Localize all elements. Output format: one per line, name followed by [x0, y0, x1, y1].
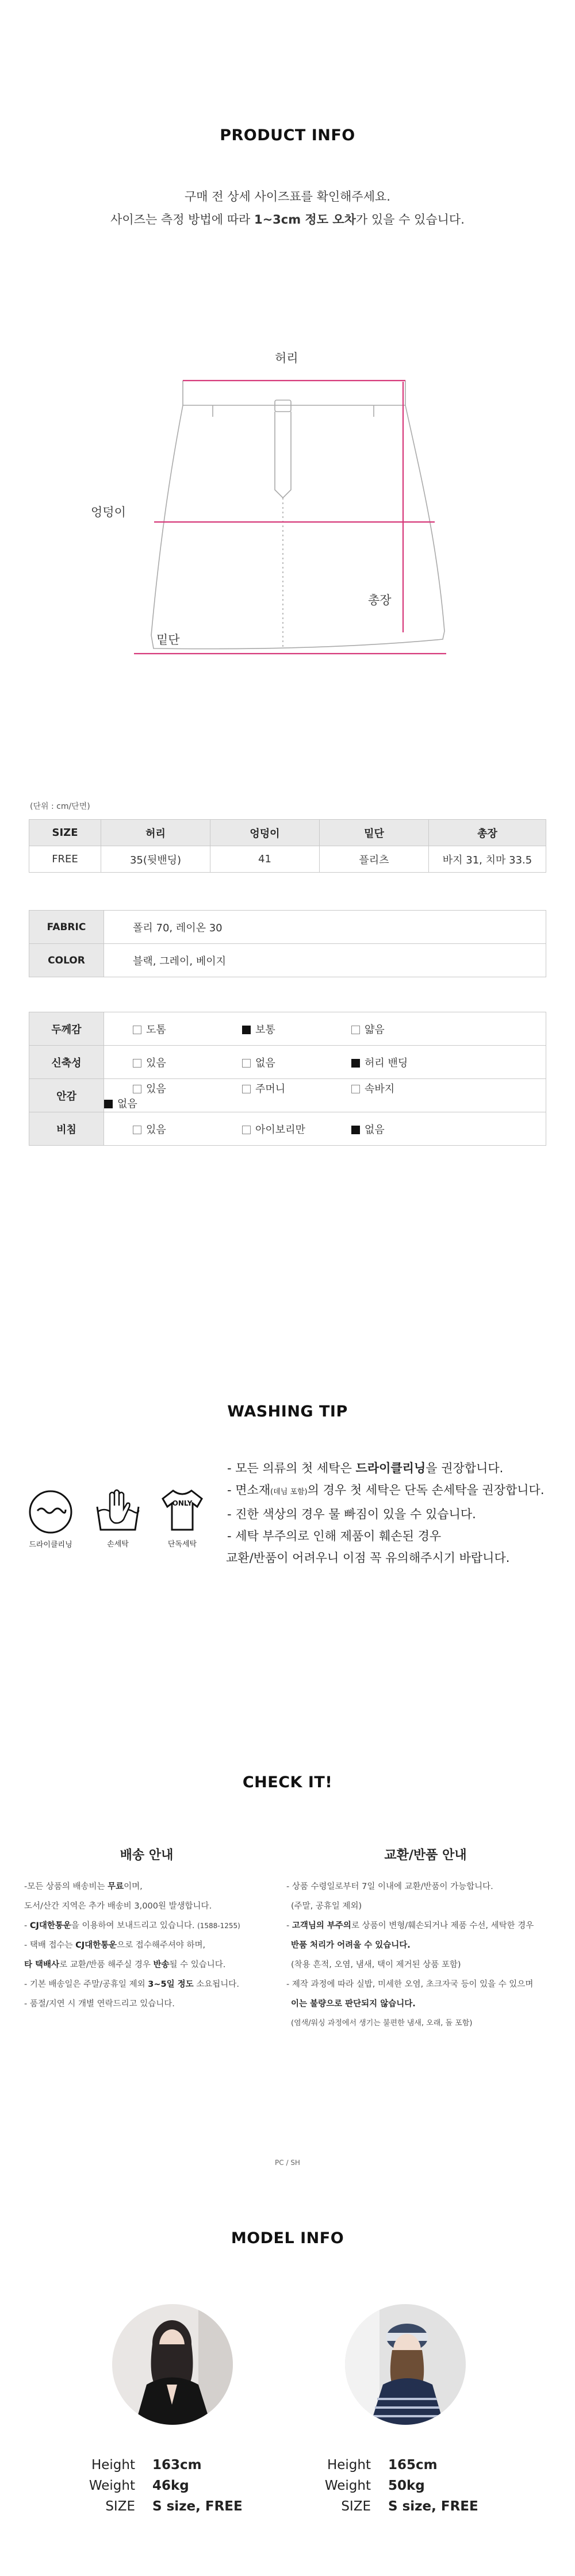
return-note: - 상품 수령일로부터 7일 이내에 교환/반품이 가능합니다. — [286, 1882, 493, 1891]
return-note: - 제작 과정에 따라 실밥, 미세한 오염, 초크자국 등이 있을 수 있으며 — [286, 1980, 534, 1989]
size-header-cell: SIZE — [29, 820, 101, 846]
wash-text: - 면소재 — [227, 1483, 271, 1497]
feel-label: 신축성 — [29, 1046, 104, 1079]
model-1-photo — [112, 2304, 233, 2425]
size-table — [29, 819, 546, 873]
shipping-note: 도서/산간 지역은 추가 배송비 3,000원 발생합니다. — [24, 1902, 212, 1911]
note-text: -모든 상품의 배송비는 — [24, 1882, 108, 1891]
feel-option — [351, 1055, 461, 1070]
shirt-icon — [157, 1486, 208, 1535]
checked-box-icon — [351, 1126, 360, 1134]
size-cell: 41 — [210, 846, 320, 873]
model-2-avatar — [345, 2304, 466, 2425]
diagram-label-hip: 엉덩이 — [91, 505, 126, 519]
model-1-size — [75, 2496, 243, 2517]
wash-note: - 진한 색상의 경우 물 빠짐이 있을 수 있습니다. — [227, 1507, 476, 1521]
unchecked-box-icon — [351, 1026, 360, 1034]
feel-option-label: 허리 밴딩 — [365, 1057, 408, 1069]
feel-option-label: 없음 — [117, 1097, 137, 1110]
feel-options — [104, 1012, 546, 1046]
wash-note: 교환/반품이 어려우니 이점 꼭 유의해주시기 바랍니다. — [226, 1551, 510, 1565]
feel-option-label: 없음 — [365, 1123, 385, 1136]
intro-line-1: 구매 전 상세 사이즈표를 확인해주세요. — [185, 190, 390, 204]
stat-key: Weight — [89, 2478, 135, 2493]
stat-value: 165cm — [388, 2458, 438, 2473]
dry-clean-icon — [28, 1489, 74, 1535]
note-emphasis: CJ대한통운 — [75, 1941, 117, 1950]
model-1-weight — [75, 2475, 243, 2496]
feel-option-label: 도톰 — [146, 1023, 166, 1036]
note-text: 로 교환/반품 해주실 경우 — [59, 1960, 154, 1970]
stat-value: S size, FREE — [388, 2499, 478, 2514]
dry-clean-label: 드라이클리닝 — [29, 1541, 72, 1549]
note-emphasis: 반송 — [153, 1960, 170, 1970]
unchecked-box-icon — [242, 1085, 251, 1093]
wash-emphasis: 드라이클리닝 — [355, 1461, 426, 1475]
intro-text: 가 있을 수 있습니다. — [355, 213, 465, 226]
feel-option — [133, 1081, 242, 1096]
table-row — [29, 1046, 546, 1079]
model-title: MODEL INFO — [231, 2229, 344, 2247]
unchecked-box-icon — [133, 1059, 141, 1068]
feel-option-label: 아이보리만 — [255, 1123, 305, 1136]
note-text: 로 상품이 변형/훼손되거나 제품 수선, 세탁한 경우 — [351, 1921, 534, 1930]
note-text: 을 이용하여 보내드리고 있습니다. — [71, 1921, 198, 1930]
fabric-label: FABRIC — [29, 911, 104, 944]
note-text: 이며, — [124, 1882, 143, 1891]
product-code: PC / SH — [275, 2159, 300, 2167]
feel-option — [242, 1122, 351, 1137]
model-2-photo — [345, 2304, 466, 2425]
feel-option — [242, 1055, 351, 1070]
note-emphasis: 무료 — [108, 1882, 124, 1891]
separate-wash-label: 단독세탁 — [167, 1540, 197, 1549]
feel-option — [133, 1055, 242, 1070]
stat-key: Height — [327, 2458, 371, 2473]
feel-option-label: 있음 — [146, 1082, 166, 1095]
fabric-table — [29, 910, 546, 977]
shipping-notes — [24, 1877, 277, 2014]
feel-label: 안감 — [29, 1079, 104, 1112]
feel-option-label: 속바지 — [365, 1082, 395, 1095]
feel-option — [242, 1022, 351, 1036]
diagram-label-waist: 허리 — [275, 351, 298, 365]
hand-wash-icon — [93, 1486, 143, 1535]
wash-subtext: (데님 포함) — [270, 1488, 308, 1496]
shipping-note: - 품절/지연 시 개별 연락드리고 있습니다. — [24, 1999, 175, 2009]
wash-note — [227, 1457, 545, 1479]
skirt-body-outline — [151, 405, 444, 649]
skirt-waistband-outline — [183, 381, 405, 405]
feel-option-label: 보통 — [255, 1023, 275, 1036]
size-table-header — [29, 820, 546, 846]
feel-option — [133, 1022, 242, 1036]
only-tag: ONLY — [172, 1499, 193, 1507]
diagram-label-length: 총장 — [368, 593, 392, 607]
stat-value: S size, FREE — [152, 2499, 243, 2514]
feel-table — [29, 1012, 546, 1146]
return-notes — [286, 1877, 568, 2033]
washing-title: WASHING TIP — [227, 1403, 348, 1421]
feel-option — [351, 1081, 461, 1096]
checked-box-icon — [242, 1026, 251, 1034]
note-subtext: (1588-1255) — [197, 1922, 240, 1930]
feel-option-label: 주머니 — [255, 1082, 286, 1095]
size-cell: 35(뒷밴딩) — [101, 846, 210, 873]
stat-value: 46kg — [152, 2478, 189, 2493]
wash-text: - 모든 의류의 첫 세탁은 — [227, 1461, 356, 1475]
stat-key: Height — [91, 2458, 135, 2473]
skirt-fly — [275, 412, 291, 498]
size-cell: 플리츠 — [320, 846, 429, 873]
table-row — [29, 944, 546, 977]
unchecked-box-icon — [133, 1085, 141, 1093]
stat-key: SIZE — [341, 2499, 371, 2514]
size-cell: 바지 31, 치마 33.5 — [429, 846, 546, 873]
feel-option — [351, 1022, 461, 1036]
return-note: (주말, 공휴일 제외) — [291, 1902, 362, 1911]
return-note: (염색/워싱 과정에서 생기는 불편한 냄새, 오래, 돌 포함) — [291, 2019, 473, 2028]
stat-value: 50kg — [388, 2478, 425, 2493]
note-text: 될 수 있습니다. — [169, 1960, 226, 1970]
feel-options — [104, 1079, 546, 1112]
unchecked-box-icon — [242, 1126, 251, 1134]
hand-wash-item — [86, 1486, 150, 1549]
unchecked-box-icon — [351, 1085, 360, 1093]
unchecked-box-icon — [133, 1026, 141, 1034]
shipping-note — [24, 1975, 277, 1994]
checked-box-icon — [104, 1100, 113, 1108]
note-emphasis: 타 택배사 — [24, 1960, 60, 1970]
note-text: 소요됩니다. — [193, 1980, 239, 1989]
note-emphasis: 3~5일 정도 — [148, 1980, 194, 1989]
washing-notes — [227, 1457, 545, 1569]
wash-note — [227, 1479, 545, 1503]
size-header-cell: 엉덩이 — [210, 820, 320, 846]
feel-option — [104, 1096, 213, 1111]
feel-option-label: 없음 — [255, 1057, 275, 1069]
size-cell: FREE — [29, 846, 101, 873]
model-2-size — [310, 2496, 478, 2517]
intro-emphasis: 1~3cm 정도 오차 — [254, 213, 356, 226]
shipping-note — [24, 1916, 277, 1936]
wash-note: - 세탁 부주의로 인해 제품이 훼손된 경우 — [227, 1529, 442, 1543]
unchecked-box-icon — [133, 1126, 141, 1134]
diagram-label-hem: 밑단 — [156, 633, 180, 647]
feel-label: 비침 — [29, 1112, 104, 1146]
shipping-note — [24, 1877, 277, 1897]
stat-key: SIZE — [105, 2499, 135, 2514]
intro-text: 사이즈는 측정 방법에 따라 — [110, 213, 254, 226]
feel-option — [242, 1081, 351, 1096]
model-2-weight — [310, 2475, 478, 2496]
return-note: 이는 불량으로 판단되지 않습니다. — [291, 1999, 416, 2009]
stat-value: 163cm — [152, 2458, 202, 2473]
feel-options — [104, 1046, 546, 1079]
skirt-button-tab — [275, 400, 291, 412]
color-value: 블랙, 그레이, 베이지 — [104, 944, 546, 977]
note-text: 으로 접수해주셔야 하며, — [117, 1941, 206, 1950]
checked-box-icon — [351, 1059, 360, 1068]
shipping-title: 배송 안내 — [120, 1848, 174, 1863]
skirt-diagram — [0, 0, 575, 690]
wash-text: 을 권장합니다. — [425, 1461, 504, 1475]
dry-clean-item — [22, 1489, 79, 1549]
return-note: (착용 흔적, 오염, 냄새, 택이 제거된 상품 포함) — [291, 1960, 461, 1970]
fabric-value: 폴리 70, 레이온 30 — [104, 911, 546, 944]
product-info-title: PRODUCT INFO — [220, 126, 355, 144]
shipping-note — [24, 1936, 277, 1955]
feel-option — [133, 1122, 242, 1137]
model-1-stats — [75, 2455, 243, 2517]
size-header-cell: 허리 — [101, 820, 210, 846]
feel-option — [351, 1122, 461, 1137]
note-emphasis: CJ대한통운 — [29, 1921, 71, 1930]
color-label: COLOR — [29, 944, 104, 977]
return-title: 교환/반품 안내 — [384, 1848, 467, 1863]
table-row — [29, 1012, 546, 1046]
return-note — [286, 1916, 568, 1936]
feel-option-label: 있음 — [146, 1057, 166, 1069]
model-2-stats — [310, 2455, 478, 2517]
note-text: - 택배 접수는 — [24, 1941, 76, 1950]
table-row — [29, 1079, 546, 1112]
note-emphasis: 고객님의 부주의 — [292, 1921, 351, 1930]
table-row — [29, 1112, 546, 1146]
check-title: CHECK IT! — [242, 1773, 333, 1791]
note-text: - — [286, 1921, 292, 1930]
separate-wash-item — [151, 1486, 214, 1549]
size-header-cell: 밑단 — [320, 820, 429, 846]
model-1-avatar — [112, 2304, 233, 2425]
hand-wash-label: 손세탁 — [107, 1540, 129, 1549]
note-text: - — [24, 1921, 30, 1930]
feel-label: 두께감 — [29, 1012, 104, 1046]
note-text: - 기본 배송일은 주말/공휴일 제외 — [24, 1980, 148, 1989]
model-2-height — [310, 2455, 478, 2475]
table-row — [29, 846, 546, 873]
feel-option-label: 있음 — [146, 1123, 166, 1136]
model-1-height — [75, 2455, 243, 2475]
feel-option-label: 얇음 — [365, 1023, 385, 1036]
size-header-cell: 총장 — [429, 820, 546, 846]
wash-text: 의 경우 첫 세탁은 단독 손세탁을 권장합니다. — [307, 1483, 545, 1497]
feel-options — [104, 1112, 546, 1146]
size-unit-note: (단위 : cm/단면) — [30, 802, 90, 811]
unchecked-box-icon — [242, 1059, 251, 1068]
table-row — [29, 911, 546, 944]
return-note: 반품 처리가 어려울 수 있습니다. — [291, 1941, 411, 1950]
stat-key: Weight — [324, 2478, 371, 2493]
shipping-note — [24, 1955, 277, 1975]
